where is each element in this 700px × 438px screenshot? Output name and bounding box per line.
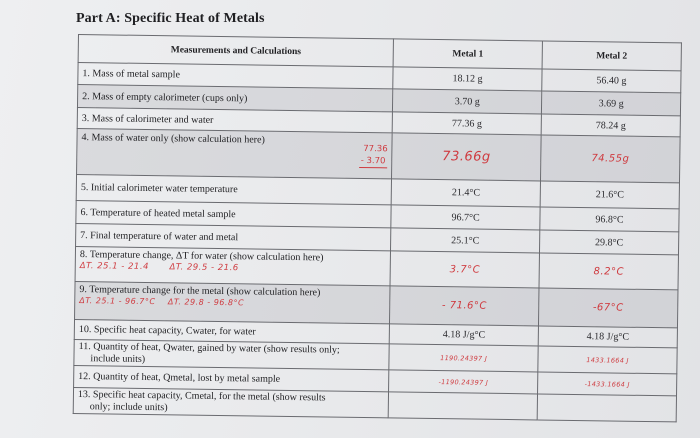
- metal-1-handwritten-value: 73.66g: [392, 133, 541, 181]
- metal-1-handwritten-value: - 71.6°C: [390, 286, 539, 326]
- metal-1-value: 77.36 g: [392, 112, 541, 135]
- metal-2-value: 96.8°C: [540, 207, 679, 232]
- metal-2-value: 78.24 g: [541, 114, 680, 137]
- handwritten-calculation: [359, 143, 388, 168]
- metal-2-handwritten-value: -67°C: [539, 288, 678, 328]
- row-note: include units): [90, 353, 146, 365]
- measurements-table: [73, 34, 682, 422]
- metal-2-value: 21.6°C: [540, 181, 679, 209]
- page-title: Part A: Specific Heat of Metals: [76, 11, 265, 26]
- header-metal-2: Metal 2: [542, 41, 681, 71]
- row-note: only; include units): [89, 401, 168, 414]
- metal-2-value: 3.69 g: [542, 91, 681, 116]
- metal-1-value: 21.4°C: [391, 179, 540, 207]
- row-label-with-work: [75, 281, 391, 323]
- metal-2-value: [537, 394, 676, 422]
- row-label-with-work: [75, 246, 391, 285]
- metal-1-value: 3.70 g: [393, 89, 542, 114]
- header-measurements: Measurements and Calculations: [78, 35, 394, 67]
- work-metal-2: ΔT. 29.8 - 96.8°C: [167, 297, 245, 308]
- metal-1-value: [388, 392, 537, 420]
- metal-1-value: 4.18 J/g°C: [389, 324, 538, 346]
- metal-2-handwritten-value: -1433.1664 J: [538, 372, 677, 396]
- work-metal-1: ΔT. 25.1 - 96.7°C: [79, 296, 156, 307]
- row-label: 8. Temperature change, ΔT for water (show calculation here): [79, 249, 324, 264]
- row-label: 2. Mass of empty calorimeter (cups only): [77, 85, 393, 112]
- row-label: 11. Quantity of heat, Qwater, gained by water (show results only;: [78, 341, 340, 356]
- row-label: 4. Mass of water only (show calculation here): [81, 132, 265, 146]
- metal-2-handwritten-value: 8.2°C: [539, 253, 678, 290]
- work-metal-2: ΔT. 29.5 - 21.6: [169, 262, 239, 274]
- row-label: 6. Temperature of heated metal sample: [76, 200, 392, 227]
- row-label: 7. Final temperature of water and metal: [76, 223, 392, 250]
- metal-1-value: 18.12 g: [393, 67, 542, 91]
- row-label: 13. Specific heat capacity, Cmetal, for the metal (show results: [77, 389, 326, 404]
- metal-1-handwritten-value: 3.7°C: [390, 251, 539, 288]
- metal-2-handwritten-value: 1433.1664 J: [538, 346, 677, 374]
- row-label: 5. Initial calorimeter water temperature: [76, 174, 392, 204]
- metal-2-value: 4.18 J/g°C: [538, 326, 677, 348]
- metal-2-value: 29.8°C: [540, 230, 679, 255]
- metal-2-handwritten-value: 74.55g: [541, 135, 681, 183]
- metal-1-handwritten-value: -1190.24397 J: [389, 370, 538, 394]
- row-label: 1. Mass of metal sample: [78, 63, 393, 89]
- row-label-with-note: [73, 387, 389, 417]
- row-label: 12. Quantity of heat, Qmetal, lost by metal sample: [74, 365, 389, 391]
- metal-1-value: 96.7°C: [391, 205, 540, 230]
- row-label: 9. Temperature change for the metal (show calculation here): [79, 284, 321, 299]
- metal-1-value: 25.1°C: [391, 228, 540, 253]
- calc-bottom: - 3.70: [359, 155, 388, 168]
- header-metal-1: Metal 1: [393, 39, 542, 69]
- calc-top: 77.36: [363, 143, 388, 155]
- table-row: [77, 128, 681, 182]
- metal-1-handwritten-value: 1190.24397 J: [389, 344, 538, 372]
- metal-2-value: 56.40 g: [542, 69, 681, 93]
- work-metal-1: ΔT. 25.1 - 21.4: [79, 261, 150, 273]
- row-label-with-calc: [77, 128, 393, 178]
- row-label: 10. Specific heat capacity, Cwater, for water: [74, 319, 389, 343]
- row-label: 3. Mass of calorimeter and water: [77, 107, 392, 132]
